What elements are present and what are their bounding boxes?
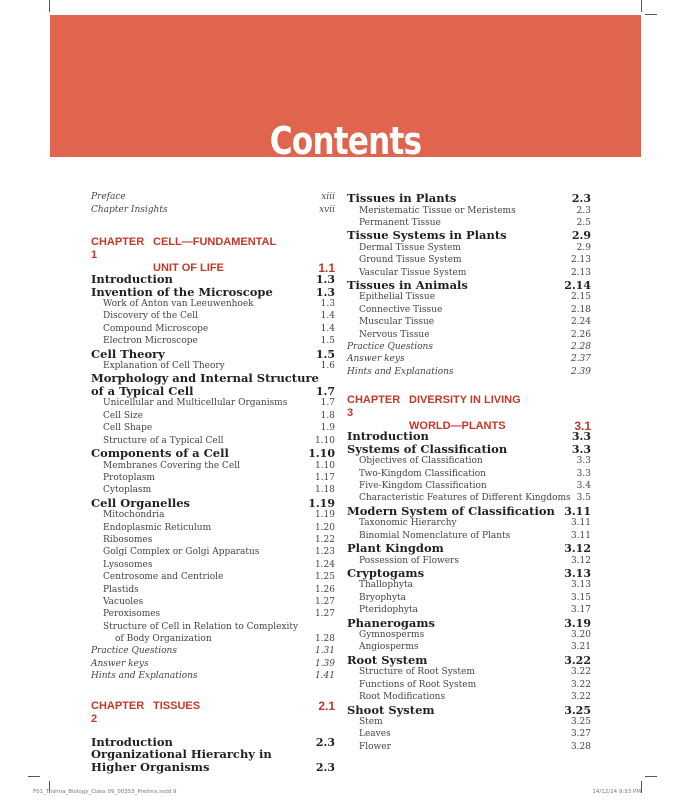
toc-entry-label: Explanation of Cell Theory: [103, 361, 225, 372]
chapter-title: CELL—FUNDAMENTAL: [153, 236, 277, 248]
chapter-number: CHAPTER 2: [91, 699, 145, 725]
toc-entry-page: 3.3: [571, 430, 591, 444]
toc-entry-label: Root Modifications: [359, 692, 446, 703]
toc-entry-label: Gymnosperms: [359, 630, 425, 641]
toc-entry-label: Lysosomes: [103, 559, 153, 570]
toc-entry[interactable]: [91, 273, 335, 286]
toc-list: [91, 736, 335, 774]
chapter-title: UNIT OF LIFE: [153, 262, 224, 274]
toc-entry-label: Structure of Cell in Relation to Complexity: [103, 621, 299, 632]
toc-entry[interactable]: [347, 329, 591, 341]
toc-entry[interactable]: [347, 679, 591, 691]
toc-entry[interactable]: [91, 310, 335, 322]
toc-entry-label: Shoot System: [347, 702, 435, 717]
toc-entry-label: Characteristic Features of Different Kingdoms: [359, 493, 571, 504]
toc-entry-page: 2.3: [571, 192, 591, 205]
crop-mark: [49, 0, 50, 12]
print-slug: [33, 789, 641, 795]
toc-entry-page: 2.9: [576, 242, 591, 253]
toc-entry-label: Higher Organisms: [91, 759, 210, 774]
toc-entry-page: 1.26: [314, 584, 335, 595]
toc-entry-label: Preface: [91, 192, 126, 202]
toc-entry[interactable]: [347, 654, 591, 667]
toc-entry-page: 3.22: [570, 692, 591, 703]
toc-entry-label: Stem: [359, 717, 383, 728]
toc-entry[interactable]: [91, 571, 335, 583]
toc-entry[interactable]: [347, 604, 591, 616]
chapter-title: DIVERSITY IN LIVING: [409, 394, 521, 407]
toc-entry-label: Five-Kingdom Classification: [359, 480, 487, 491]
toc-entry[interactable]: [347, 492, 591, 504]
toc-entry-page: 3.20: [570, 630, 591, 641]
toc-entry-page: 1.8: [320, 410, 335, 421]
toc-entry-page: xvii: [319, 205, 335, 215]
toc-entry[interactable]: [347, 205, 591, 217]
page-title: Contents: [269, 119, 422, 163]
toc-entry[interactable]: [347, 741, 591, 753]
toc-entry-label: Systems of Classification: [347, 441, 508, 456]
toc-entry-label: Tissues in Animals: [347, 277, 468, 292]
toc-entry-page: 3.25: [570, 717, 591, 728]
toc-entry-label: Flower: [359, 741, 391, 752]
toc-entry-label: Introduction: [91, 272, 173, 286]
toc-list: [347, 430, 591, 753]
chapter-heading[interactable]: [91, 236, 335, 275]
toc-entry-label: Introduction: [347, 429, 429, 444]
toc-entry[interactable]: [91, 658, 335, 670]
toc-entry-label: Possession of Flowers: [359, 555, 459, 566]
toc-entry-label: Peroxisomes: [103, 609, 161, 620]
toc-entry[interactable]: [91, 621, 335, 633]
toc-entry-label: Chapter Insights: [91, 205, 168, 215]
toc-entry-page: 1.3: [320, 299, 335, 309]
toc-entry[interactable]: [347, 517, 591, 529]
toc-entry[interactable]: [347, 443, 591, 456]
toc-entry[interactable]: [347, 542, 591, 555]
toc-entry-label: Answer keys: [347, 354, 405, 365]
crop-mark: [28, 776, 40, 777]
toc-entry-page: 1.4: [320, 323, 335, 334]
toc-column-left: [91, 192, 335, 773]
toc-entry-page: 1.31: [314, 646, 335, 657]
toc-entry-label: Bryophyta: [359, 592, 407, 603]
toc-entry-page: 3.11: [570, 530, 591, 541]
toc-entry-label: Two-Kingdom Classification: [359, 468, 486, 479]
toc-entry-page: 3.25: [564, 703, 591, 717]
toc-entry-page: 1.23: [314, 547, 335, 558]
toc-entry-label: Organizational Hierarchy in: [91, 747, 272, 762]
toc-entry-label: of Body Organization: [115, 634, 212, 645]
toc-entry-label: Cell Theory: [91, 346, 165, 361]
toc-entry-page: 1.3: [315, 273, 335, 286]
toc-entry-label: Modern System of Classification: [347, 503, 555, 518]
toc-entry-page: 2.24: [570, 317, 591, 328]
chapter-title: WORLD—PLANTS: [409, 420, 506, 433]
toc-entry[interactable]: [347, 480, 591, 492]
toc-entry-label: Epithelial Tissue: [359, 292, 436, 303]
toc-entry[interactable]: [347, 468, 591, 480]
toc-entry-page: 1.7: [315, 384, 335, 398]
toc-entry-page: 3.22: [570, 679, 591, 690]
toc-entry-label: Compound Microscope: [103, 323, 209, 334]
toc-entry[interactable]: [91, 670, 335, 682]
toc-entry[interactable]: [347, 728, 591, 740]
toc-entry[interactable]: [347, 505, 591, 518]
toc-entry[interactable]: [91, 192, 335, 205]
toc-entry-page: 1.22: [314, 534, 335, 545]
toc-entry-label: Plant Kingdom: [347, 541, 444, 556]
chapter-number: CHAPTER 3: [347, 394, 401, 420]
toc-entry-label: Thallophyta: [359, 580, 413, 591]
toc-entry-label: Taxonomic Hierarchy: [359, 518, 457, 529]
toc-entry-page: 1.19: [308, 496, 335, 510]
toc-entry-page: 3.28: [570, 741, 591, 752]
toc-entry-page: 3.17: [570, 605, 591, 616]
contents-banner: [50, 15, 641, 163]
toc-entry-page: 3.3: [576, 456, 591, 467]
toc-entry-label: Vascular Tissue System: [359, 267, 467, 278]
toc-entry-page: 1.28: [314, 634, 335, 645]
toc-entry-label: Work of Anton van Leeuwenhoek: [103, 299, 254, 309]
toc-entry-page: 3.19: [564, 616, 591, 630]
toc-entry[interactable]: [347, 341, 591, 353]
toc-entry[interactable]: [347, 366, 591, 378]
toc-entry[interactable]: [347, 567, 591, 580]
toc-entry-label: Phanerogams: [347, 615, 436, 630]
toc-entry-label: Components of a Cell: [91, 446, 229, 461]
crop-mark: [641, 0, 642, 12]
toc-entry-page: 2.13: [570, 255, 591, 266]
toc-entry-label: Cell Shape: [103, 423, 153, 434]
toc-entry[interactable]: [91, 472, 335, 484]
toc-entry-label: Meristematic Tissue or Meristems: [359, 205, 516, 216]
toc-entry-label: Tissue Systems in Plants: [347, 228, 507, 243]
toc-entry-label: Angiosperms: [359, 642, 419, 653]
toc-entry-page: 3.12: [570, 555, 591, 566]
toc-entry-label: Golgi Complex or Golgi Apparatus: [103, 547, 260, 558]
toc-entry-page: 3.5: [576, 493, 591, 504]
toc-entry-page: 1.9: [320, 423, 335, 434]
toc-entry[interactable]: [91, 335, 335, 347]
toc-entry[interactable]: [347, 430, 591, 443]
toc-entry[interactable]: [347, 579, 591, 591]
crop-mark: [645, 14, 657, 15]
toc-entry-label: Mitochondria: [103, 510, 165, 521]
slug-filename: F01_Trishna_Biology_Class 09_00353_Prelims.indd 9: [33, 789, 177, 795]
toc-entry[interactable]: [347, 279, 591, 292]
chapter-number: CHAPTER 1: [91, 236, 145, 261]
toc-entry[interactable]: [91, 633, 335, 645]
toc-entry[interactable]: [347, 242, 591, 254]
toc-entry-label: Discovery of the Cell: [103, 311, 199, 322]
toc-entry-page: 1.39: [314, 658, 335, 669]
toc-entry-label: Structure of Root System: [359, 667, 475, 678]
toc-entry-label: Electron Microscope: [103, 336, 198, 347]
toc-entry-label: Ribosomes: [103, 534, 153, 545]
chapter-heading[interactable]: [91, 700, 335, 726]
toc-entry[interactable]: [347, 704, 591, 717]
chapter-page: 2.1: [318, 698, 335, 713]
toc-entry-label: Plastids: [103, 584, 139, 595]
toc-entry-page: 2.26: [570, 329, 591, 340]
toc-list: [91, 273, 335, 683]
toc-entry-label: Pteridophyta: [359, 605, 418, 616]
toc-entry-label: Cytoplasm: [103, 485, 152, 496]
toc-entry[interactable]: [91, 348, 335, 361]
toc-entry-page: 1.19: [314, 510, 335, 521]
toc-entry[interactable]: [347, 304, 591, 316]
toc-entry-page: 3.4: [576, 480, 591, 491]
crop-mark: [641, 781, 642, 793]
toc-entry-page: 3.11: [564, 504, 591, 518]
toc-entry[interactable]: [347, 192, 591, 205]
toc-entry[interactable]: [347, 691, 591, 703]
toc-entry[interactable]: [91, 748, 335, 761]
toc-entry-page: 1.17: [314, 472, 335, 483]
toc-entry-label: Hints and Explanations: [91, 671, 198, 682]
toc-entry[interactable]: [91, 286, 335, 299]
toc-entry[interactable]: [91, 608, 335, 620]
toc-entry-label: Hints and Explanations: [347, 366, 454, 377]
toc-entry-label: Nervous Tissue: [359, 329, 430, 340]
toc-entry[interactable]: [347, 316, 591, 328]
toc-entry-label: Answer keys: [91, 658, 149, 669]
toc-entry-page: 1.7: [320, 398, 335, 409]
toc-entry-page: 2.18: [570, 304, 591, 315]
chapter-title: TISSUES: [153, 699, 201, 712]
toc-entry-page: 2.15: [570, 292, 591, 303]
toc-entry-label: Cell Organelles: [91, 495, 190, 510]
toc-entry-page: 1.27: [314, 609, 335, 620]
toc-entry[interactable]: [91, 509, 335, 521]
toc-entry[interactable]: [347, 617, 591, 630]
toc-entry-page: xiii: [321, 192, 335, 202]
toc-entry-label: Connective Tissue: [359, 304, 443, 315]
toc-entry-label: Introduction: [91, 734, 173, 749]
toc-entry-page: 1.10: [314, 460, 335, 471]
toc-entry-page: 3.3: [576, 468, 591, 479]
toc-entry[interactable]: [91, 484, 335, 496]
toc-entry-page: 1.5: [315, 347, 335, 361]
toc-entry[interactable]: [347, 229, 591, 242]
toc-entry-page: 3.13: [564, 566, 591, 580]
toc-entry-page: 1.4: [320, 311, 335, 322]
toc-entry[interactable]: [91, 422, 335, 434]
toc-entry-page: 1.24: [314, 559, 335, 570]
toc-entry-page: 3.3: [571, 442, 591, 456]
toc-list: [347, 192, 591, 378]
toc-entry-page: 2.37: [570, 354, 591, 365]
toc-entry-label: Unicellular and Multicellular Organisms: [103, 398, 288, 409]
toc-entry[interactable]: [91, 385, 335, 398]
toc-entry[interactable]: [91, 546, 335, 558]
toc-entry[interactable]: [91, 397, 335, 409]
toc-entry[interactable]: [91, 645, 335, 657]
toc-entry-label: Practice Questions: [91, 646, 177, 657]
toc-entry[interactable]: [91, 205, 335, 218]
toc-entry-page: 3.22: [564, 653, 591, 667]
toc-entry-page: 3.12: [564, 542, 591, 556]
toc-entry-label: Ground Tissue System: [359, 255, 462, 266]
toc-entry-page: 1.5: [320, 336, 335, 347]
toc-entry[interactable]: [347, 455, 591, 467]
toc-entry-label: Dermal Tissue System: [359, 242, 461, 253]
toc-entry-label: Cell Size: [103, 410, 143, 421]
toc-entry[interactable]: [91, 447, 335, 460]
toc-entry-label: Protoplasm: [103, 472, 155, 483]
toc-entry-page: 1.41: [314, 671, 335, 682]
toc-entry[interactable]: [91, 559, 335, 571]
toc-entry[interactable]: [91, 460, 335, 472]
toc-entry[interactable]: [91, 534, 335, 546]
toc-entry-label: Root System: [347, 652, 428, 667]
toc-entry[interactable]: [91, 584, 335, 596]
toc-column-right: [347, 192, 591, 753]
toc-entry[interactable]: [347, 353, 591, 365]
toc-entry-page: 1.25: [314, 572, 335, 583]
toc-entry-page: 1.18: [314, 485, 335, 496]
toc-entry-page: 2.3: [315, 760, 335, 774]
toc-entry-page: 1.27: [314, 596, 335, 607]
toc-entry-page: 2.14: [564, 278, 591, 292]
toc-entry-page: 1.10: [308, 447, 335, 461]
toc-entry-page: 3.15: [570, 592, 591, 603]
toc-entry-page: 2.5: [576, 217, 591, 228]
toc-entry-page: 3.13: [570, 580, 591, 591]
toc-entry-page: 2.28: [570, 342, 591, 353]
toc-entry-page: 2.9: [571, 229, 591, 243]
toc-entry-page: 2.3: [315, 735, 335, 749]
toc-entry-page: 2.39: [570, 366, 591, 377]
slug-timestamp: 14/12/24 9:33 PM: [592, 789, 641, 795]
chapter-page: 3.1: [574, 419, 591, 434]
toc-entry-page: 2.13: [570, 267, 591, 278]
toc-entry[interactable]: [347, 592, 591, 604]
toc-entry-page: 2.3: [576, 205, 591, 216]
toc-entry[interactable]: [347, 291, 591, 303]
toc-entry-page: 3.11: [570, 518, 591, 529]
toc-entry-label: Muscular Tissue: [359, 317, 435, 328]
toc-entry[interactable]: [91, 323, 335, 335]
toc-entry[interactable]: [347, 254, 591, 266]
toc-entry-page: 1.20: [314, 522, 335, 533]
toc-entry-label: of a Typical Cell: [91, 383, 194, 398]
toc-entry-label: Vacuoles: [103, 596, 144, 607]
toc-entry[interactable]: [347, 716, 591, 728]
toc-entry-label: Endoplasmic Reticulum: [103, 522, 212, 533]
toc-entry-label: Centrosome and Centriole: [103, 572, 224, 583]
toc-entry[interactable]: [91, 596, 335, 608]
toc-entry-label: Permanent Tissue: [359, 217, 441, 228]
toc-entry-label: Tissues in Plants: [347, 191, 457, 205]
toc-entry[interactable]: [91, 522, 335, 534]
toc-entry-label: Leaves: [359, 729, 391, 740]
toc-entry-label: Objectives of Classification: [359, 456, 483, 467]
toc-entry-label: Binomial Nomenclature of Plants: [359, 530, 511, 541]
toc-entry[interactable]: [91, 761, 335, 774]
chapter-heading[interactable]: [347, 394, 591, 434]
toc-entry-page: 1.6: [320, 361, 335, 372]
toc-entry-label: Membranes Covering the Cell: [103, 460, 240, 471]
toc-entry-label: Structure of a Typical Cell: [103, 435, 224, 446]
crop-mark: [645, 776, 657, 777]
toc-entry-page: 3.22: [570, 667, 591, 678]
toc-entry-page: 3.27: [570, 729, 591, 740]
toc-entry-page: 1.10: [314, 435, 335, 446]
toc-entry-label: Invention of the Microscope: [91, 284, 273, 299]
toc-entry[interactable]: [91, 298, 335, 310]
toc-entry-label: Practice Questions: [347, 342, 433, 353]
toc-entry[interactable]: [91, 410, 335, 422]
toc-entry[interactable]: [347, 666, 591, 678]
toc-entry-page: 1.3: [315, 285, 335, 299]
toc-entry-label: Cryptogams: [347, 565, 425, 580]
toc-entry[interactable]: [91, 497, 335, 510]
toc-entry-page: 3.21: [570, 642, 591, 653]
toc-entry[interactable]: [347, 629, 591, 641]
toc-entry-label: Morphology and Internal Structure: [91, 371, 319, 386]
chapter-page: 1.1: [318, 261, 335, 275]
toc-entry-label: Functions of Root System: [359, 679, 477, 690]
